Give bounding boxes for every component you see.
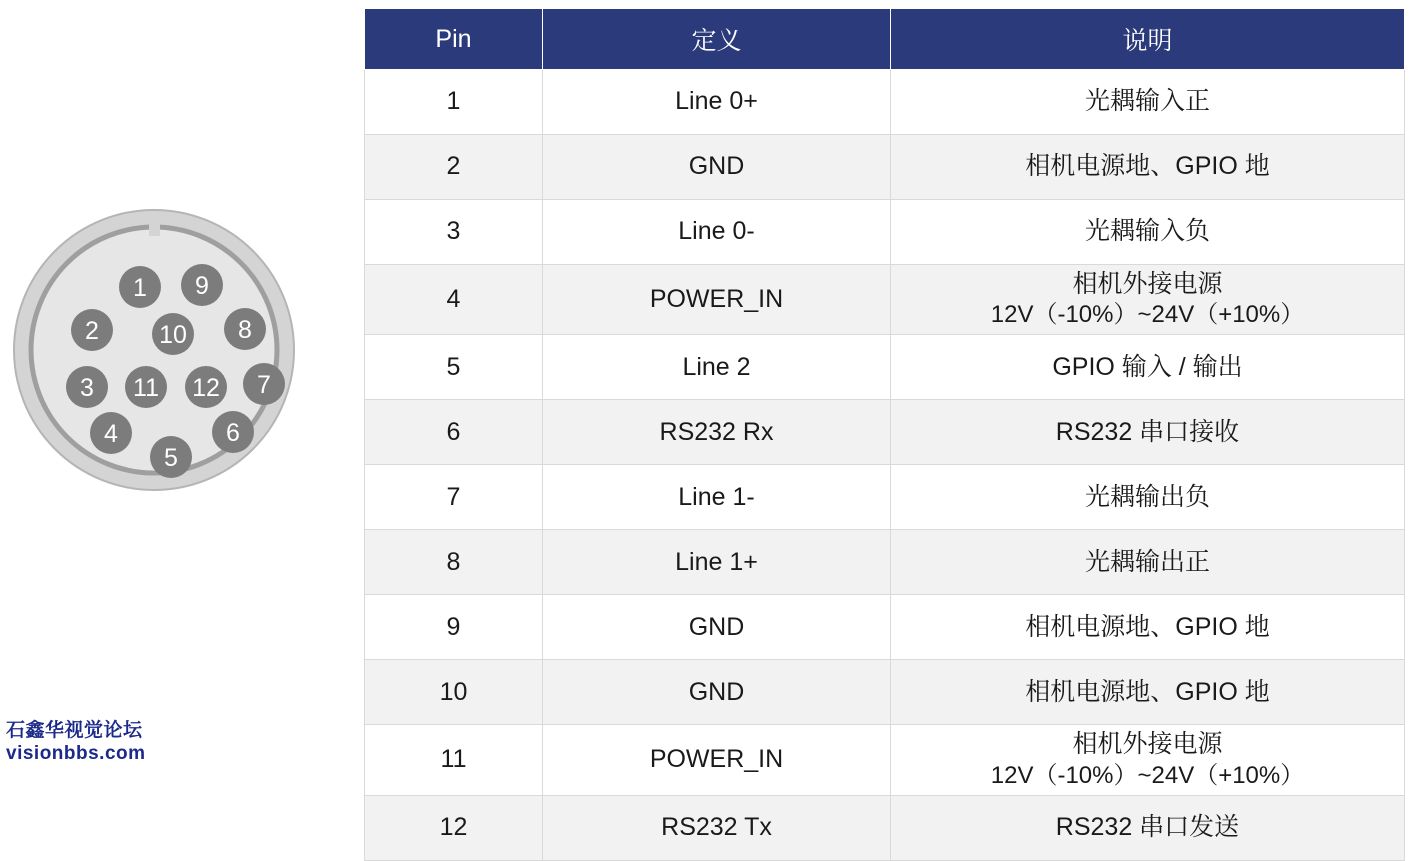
cell-pin: 12 [365,795,543,860]
pin-definition-table [364,8,1405,861]
pin-marker [181,264,223,306]
pin-marker [185,366,227,408]
table-row [365,795,1405,860]
cell-pin: 3 [365,200,543,265]
cell-definition: GND [543,660,891,725]
pin-marker [90,412,132,454]
table-row [365,660,1405,725]
pin-number-label: 8 [238,316,252,344]
pin-marker [212,411,254,453]
cell-description: RS232 串口接收 [891,400,1405,465]
cell-definition: RS232 Rx [543,400,891,465]
table-row [365,595,1405,660]
pin-number-label: 2 [85,317,99,345]
table-row [365,530,1405,595]
connector-keyway-notch [149,222,160,236]
pin-marker [125,366,167,408]
table-row [365,335,1405,400]
header-pin: Pin [365,9,543,70]
pin-marker [224,308,266,350]
cell-description: 相机电源地、GPIO 地 [891,135,1405,200]
header-definition: 定义 [543,9,891,70]
watermark-line-2: visionbbs.com [6,743,146,765]
pin-marker [243,363,285,405]
cell-definition: RS232 Tx [543,795,891,860]
pin-marker [71,309,113,351]
table-row [365,70,1405,135]
cell-pin: 11 [365,725,543,795]
table-row [365,400,1405,465]
table-row [365,465,1405,530]
header-description: 说明 [891,9,1405,70]
cell-definition: Line 0- [543,200,891,265]
pin-number-label: 1 [133,274,147,302]
cell-pin: 7 [365,465,543,530]
cell-pin: 1 [365,70,543,135]
cell-description: 光耦输出正 [891,530,1405,595]
cell-description: 相机电源地、GPIO 地 [891,595,1405,660]
pin-table-body [365,70,1405,861]
table-row [365,135,1405,200]
cell-description: 光耦输入正 [891,70,1405,135]
forum-watermark [6,719,146,767]
pin-number-label: 3 [80,374,94,402]
table-header-row [365,9,1405,70]
cell-description: 光耦输入负 [891,200,1405,265]
cell-pin: 10 [365,660,543,725]
cell-definition: Line 1- [543,465,891,530]
pin-marker [119,266,161,308]
cell-description: 光耦输出负 [891,465,1405,530]
table-row [365,200,1405,265]
cell-pin: 8 [365,530,543,595]
connector-diagram [8,205,308,505]
cell-description: 相机电源地、GPIO 地 [891,660,1405,725]
watermark-line-1: 石鑫华视觉论坛 [6,719,143,741]
pin-number-label: 9 [195,272,209,300]
pin-marker [152,313,194,355]
cell-definition: POWER_IN [543,725,891,795]
pin-number-label: 7 [257,371,271,399]
pin-number-label: 10 [159,321,187,349]
cell-definition: GND [543,135,891,200]
cell-description: RS232 串口发送 [891,795,1405,860]
pin-marker [150,436,192,478]
cell-pin: 5 [365,335,543,400]
cell-definition: GND [543,595,891,660]
cell-pin: 6 [365,400,543,465]
cell-definition: Line 0+ [543,70,891,135]
cell-pin: 9 [365,595,543,660]
pin-number-label: 5 [164,444,178,472]
table-row [365,265,1405,335]
cell-pin: 2 [365,135,543,200]
pin-marker [66,366,108,408]
cell-definition: Line 1+ [543,530,891,595]
cell-description: GPIO 输入 / 输出 [891,335,1405,400]
pin-table-container [364,8,1404,861]
pin-number-label: 4 [104,420,118,448]
pin-number-label: 11 [133,374,159,402]
table-row [365,725,1405,795]
cell-description: 相机外接电源 12V（-10%）~24V（+10%） [891,265,1405,335]
pin-number-label: 12 [192,374,220,402]
cell-definition: Line 2 [543,335,891,400]
cell-pin: 4 [365,265,543,335]
cell-definition: POWER_IN [543,265,891,335]
pin-number-label: 6 [226,419,240,447]
connector-panel [0,0,360,774]
cell-description: 相机外接电源 12V（-10%）~24V（+10%） [891,725,1405,795]
